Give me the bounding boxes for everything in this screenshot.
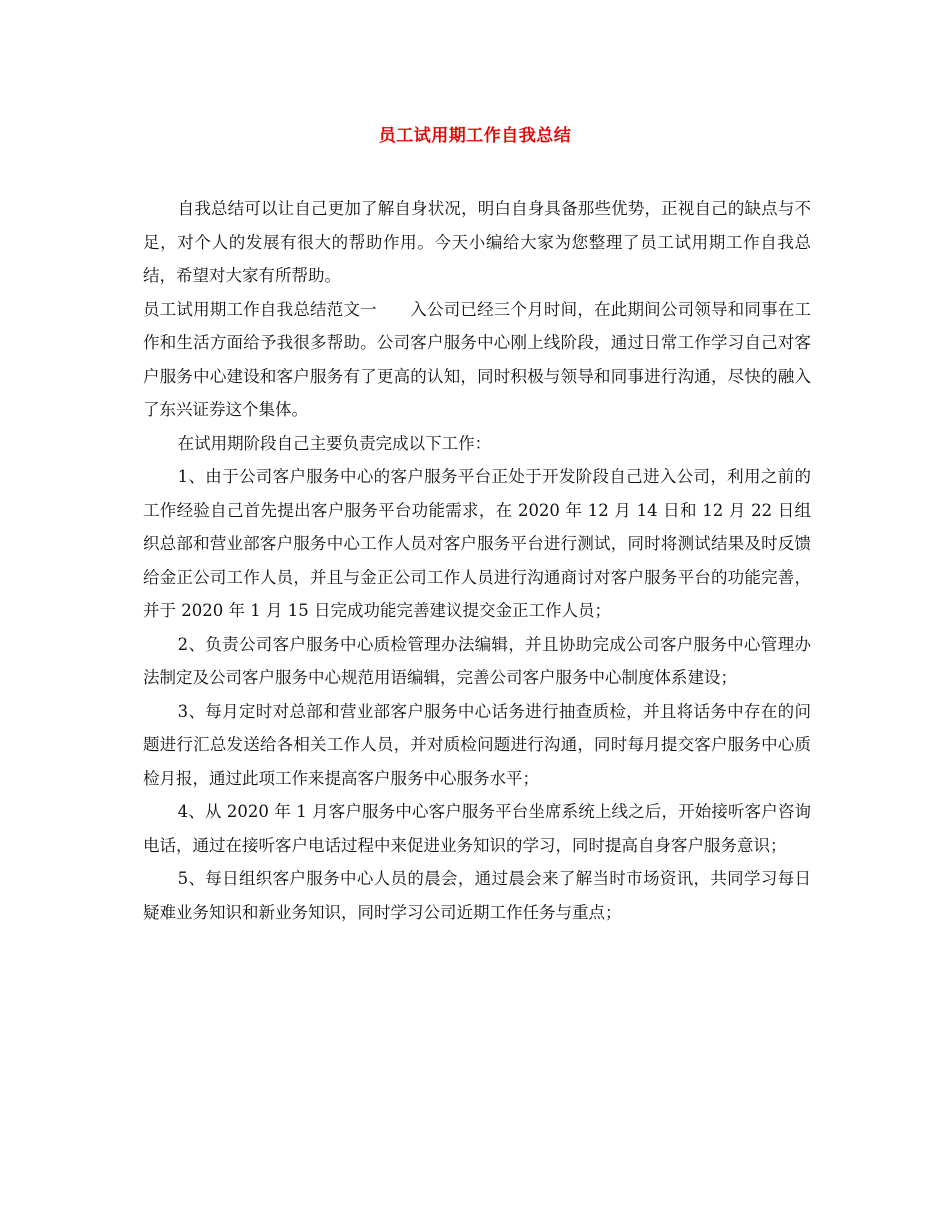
work-item-4: 4、从 2020 年 1 月客户服务中心客户服务平台坐席系统上线之后，开始接听客户咨询电话，通过在接听客户电话过程中来促进业务知识的学习，同时提高自身客户服务意识；	[143, 802, 811, 855]
document-body	[143, 192, 811, 929]
document-title: 员工试用期工作自我总结	[378, 126, 572, 146]
work-item-1: 1、由于公司客户服务中心的客户服务平台正处于开发阶段自己进入公司，利用之前的工作经验自己首先提出客户服务平台功能需求，在 2020 年 12 月 14 日和 12 月 22 日组织总部和营业部客户服务中心工作人员对客户服务平台进行测试，同时将测试结果及时反馈给金正公司工作人员，并且与金正公司工作人员进行沟通商讨对客户服务平台的功能完善，并于 2020 年 1 月 15 日完成功能完善建议提交金正工作人员；	[143, 467, 811, 620]
work-item-3: 3、每月定时对总部和营业部客户服务中心话务进行抽查质检，并且将话务中存在的问题进行汇总发送给各相关工作人员，并对质检问题进行沟通，同时每月提交客户服务中心质检月报，通过此项工作来提高客户服务中心服务水平；	[143, 701, 811, 788]
sample-one-paragraph: 员工试用期工作自我总结范文一 入公司已经三个月时间，在此期间公司领导和同事在工作和生活方面给予我很多帮助。公司客户服务中心刚上线阶段，通过日常工作学习自己对客户服务中心建设和客户服务有了更高的认知，同时积极与领导和同事进行沟通，尽快的融入了东兴证券这个集体。	[143, 299, 811, 419]
work-item-5: 5、每日组织客户服务中心人员的晨会，通过晨会来了解当时市场资讯，共同学习每日疑难业务知识和新业务知识，同时学习公司近期工作任务与重点；	[143, 869, 811, 922]
intro-paragraph: 自我总结可以让自己更加了解自身状况，明白自身具备那些优势，正视自己的缺点与不足，对个人的发展有很大的帮助作用。今天小编给大家为您整理了员工试用期工作自我总结，希望对大家有所帮助。	[143, 199, 811, 285]
work-intro-paragraph: 在试用期阶段自己主要负责完成以下工作：	[177, 433, 492, 453]
work-item-2: 2、负责公司客户服务中心质检管理办法编辑，并且协助完成公司客户服务中心管理办法制定及公司客户服务中心规范用语编辑，完善公司客户服务中心制度体系建设；	[143, 634, 811, 687]
